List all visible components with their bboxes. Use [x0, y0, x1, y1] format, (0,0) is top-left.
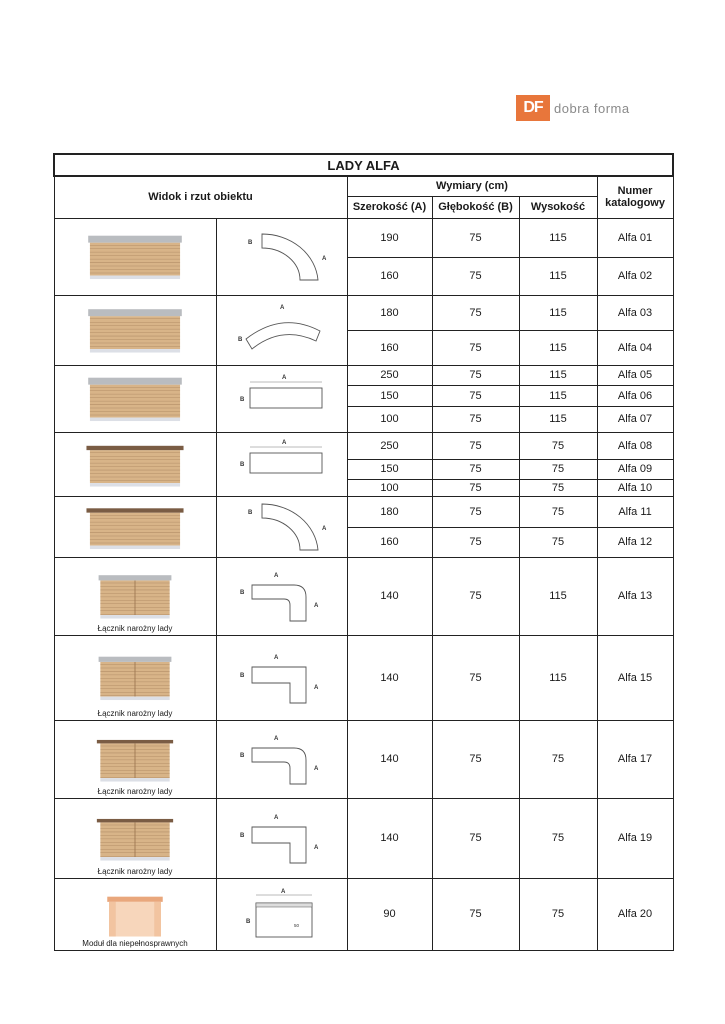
depth-cell: 75: [432, 406, 519, 432]
depth-cell: 75: [432, 385, 519, 406]
width-cell: 190: [347, 218, 432, 257]
product-caption: Łącznik narożny lady: [97, 708, 173, 718]
width-cell: 250: [347, 365, 432, 385]
width-cell: 150: [347, 459, 432, 479]
width-cell: 100: [347, 479, 432, 496]
width-cell: 160: [347, 527, 432, 557]
accessible-module-photo: [83, 886, 187, 942]
svg-text:A: A: [280, 889, 285, 895]
corner-square-desk-photo: [83, 806, 187, 870]
height-cell: 115: [519, 218, 597, 257]
height-cell: 75: [519, 720, 597, 798]
width-cell: 250: [347, 432, 432, 459]
width-cell: 160: [347, 330, 432, 365]
svg-text:A: A: [273, 654, 278, 661]
depth-cell: 75: [432, 635, 519, 720]
svg-text:B: B: [245, 919, 250, 925]
svg-text:A: A: [279, 305, 284, 311]
corner-square-plan-icon: [234, 649, 330, 707]
svg-text:A: A: [313, 766, 318, 772]
product-photo-cell: [54, 295, 216, 365]
height-cell: 115: [519, 557, 597, 635]
header-width: Szerokość (A): [347, 196, 432, 218]
product-plan-cell: [216, 878, 347, 950]
product-caption: Łącznik narożny lady: [97, 786, 173, 796]
table-row: [54, 365, 673, 385]
svg-text:A: A: [273, 736, 278, 742]
catalog-number-cell: Alfa 08: [597, 432, 673, 459]
width-cell: 100: [347, 406, 432, 432]
product-caption: Łącznik narożny lady: [97, 866, 173, 876]
width-cell: 180: [347, 295, 432, 330]
svg-text:B: B: [247, 509, 252, 516]
straight-desk-photo: [83, 435, 187, 493]
catalog-number-cell: Alfa 04: [597, 330, 673, 365]
catalog-number-cell: Alfa 02: [597, 257, 673, 295]
product-caption: Moduł dla niepełnosprawnych: [82, 938, 188, 948]
corner-square-raised-photo: [83, 643, 187, 712]
width-cell: 140: [347, 635, 432, 720]
width-cell: 140: [347, 798, 432, 878]
accessible-module-plan-icon: [234, 885, 330, 943]
depth-cell: 75: [432, 330, 519, 365]
height-cell: 75: [519, 496, 597, 527]
svg-text:50: 50: [293, 923, 299, 928]
svg-text:B: B: [239, 462, 244, 468]
svg-text:A: A: [321, 525, 326, 532]
svg-text:A: A: [281, 374, 286, 381]
svg-text:A: A: [313, 603, 318, 609]
catalog-number-cell: Alfa 06: [597, 385, 673, 406]
product-photo-cell: [54, 720, 216, 798]
depth-cell: 75: [432, 257, 519, 295]
height-cell: 75: [519, 432, 597, 459]
height-cell: 75: [519, 878, 597, 950]
product-photo-cell: [54, 635, 216, 720]
corner-square-plan-icon: [234, 809, 330, 867]
catalog-number-cell: Alfa 12: [597, 527, 673, 557]
product-plan-cell: [216, 432, 347, 496]
straight-counter-raised-photo: [83, 368, 187, 429]
company-logo: [516, 95, 656, 121]
catalog-number-cell: Alfa 20: [597, 878, 673, 950]
width-cell: 180: [347, 496, 432, 527]
header-depth: Głębokość (B): [432, 196, 519, 218]
table-row: [54, 720, 673, 798]
catalog-number-cell: Alfa 11: [597, 496, 673, 527]
product-plan-cell: [216, 218, 347, 295]
catalog-number-cell: Alfa 19: [597, 798, 673, 878]
svg-text:B: B: [239, 753, 244, 759]
product-photo-cell: [54, 365, 216, 432]
table-row: [54, 218, 673, 257]
depth-cell: 75: [432, 496, 519, 527]
width-cell: 160: [347, 257, 432, 295]
product-photo-cell: [54, 557, 216, 635]
table-row: [54, 557, 673, 635]
corner-rounded-plan-icon: [234, 567, 330, 625]
depth-cell: 75: [432, 295, 519, 330]
svg-text:A: A: [281, 440, 286, 446]
svg-text:A: A: [273, 815, 278, 821]
product-plan-cell: [216, 720, 347, 798]
product-plan-cell: [216, 635, 347, 720]
depth-cell: 75: [432, 218, 519, 257]
product-table: [53, 153, 674, 951]
depth-cell: 75: [432, 557, 519, 635]
svg-text:A: A: [321, 255, 326, 262]
product-plan-cell: [216, 798, 347, 878]
product-plan-cell: [216, 365, 347, 432]
table-row: [54, 496, 673, 527]
header-catalog-line1: Numer: [617, 185, 653, 198]
svg-text:B: B: [239, 672, 244, 679]
product-photo-cell: [54, 496, 216, 557]
catalog-number-cell: Alfa 17: [597, 720, 673, 798]
header-view: Widok i rzut obiektu: [54, 176, 347, 218]
product-photo-cell: [54, 432, 216, 496]
svg-text:B: B: [237, 337, 242, 343]
height-cell: 115: [519, 406, 597, 432]
catalog-number-cell: Alfa 03: [597, 295, 673, 330]
height-cell: 115: [519, 385, 597, 406]
svg-text:B: B: [239, 590, 244, 596]
width-cell: 140: [347, 720, 432, 798]
catalog-number-cell: Alfa 10: [597, 479, 673, 496]
table-row: [54, 432, 673, 459]
product-photo-cell: [54, 798, 216, 878]
table-title: LADY ALFA: [54, 154, 673, 176]
depth-cell: 75: [432, 798, 519, 878]
product-caption: Łącznik narożny lady: [97, 623, 173, 633]
width-cell: 90: [347, 878, 432, 950]
corner-curved-raised-photo: [83, 565, 187, 627]
height-cell: 75: [519, 527, 597, 557]
height-cell: 115: [519, 635, 597, 720]
arched-counter-raised-photo: [83, 298, 187, 362]
table-row: [54, 878, 673, 950]
depth-cell: 75: [432, 527, 519, 557]
curved-counter-raised-photo: [83, 221, 187, 292]
svg-text:B: B: [239, 396, 244, 403]
depth-cell: 75: [432, 432, 519, 459]
catalog-number-cell: Alfa 09: [597, 459, 673, 479]
catalog-number-cell: Alfa 01: [597, 218, 673, 257]
product-photo-cell: [54, 878, 216, 950]
product-plan-cell: [216, 295, 347, 365]
table-row: [54, 798, 673, 878]
table-row: [54, 635, 673, 720]
catalog-number-cell: Alfa 05: [597, 365, 673, 385]
product-photo-cell: [54, 218, 216, 295]
depth-cell: 75: [432, 365, 519, 385]
svg-text:A: A: [313, 684, 318, 691]
catalog-number-cell: Alfa 07: [597, 406, 673, 432]
depth-cell: 75: [432, 720, 519, 798]
rectangle-plan-icon: [234, 435, 330, 493]
logo-text: dobra forma: [554, 100, 630, 116]
svg-text:A: A: [273, 573, 278, 579]
depth-cell: 75: [432, 479, 519, 496]
height-cell: 75: [519, 479, 597, 496]
header-dimensions: Wymiary (cm): [347, 176, 597, 196]
height-cell: 115: [519, 365, 597, 385]
svg-text:B: B: [247, 239, 252, 246]
width-cell: 150: [347, 385, 432, 406]
quarter-arc-plan-icon: [234, 228, 330, 286]
width-cell: 140: [347, 557, 432, 635]
arched-plan-icon: [234, 301, 330, 359]
svg-text:B: B: [239, 833, 244, 839]
height-cell: 115: [519, 295, 597, 330]
corner-curved-desk-photo: [83, 728, 187, 790]
height-cell: 75: [519, 459, 597, 479]
catalog-number-cell: Alfa 15: [597, 635, 673, 720]
table-row: [54, 295, 673, 330]
header-catalog: [597, 176, 673, 218]
product-plan-cell: [216, 557, 347, 635]
catalog-number-cell: Alfa 13: [597, 557, 673, 635]
curved-desk-photo: [83, 499, 187, 554]
depth-cell: 75: [432, 459, 519, 479]
height-cell: 115: [519, 330, 597, 365]
depth-cell: 75: [432, 878, 519, 950]
quarter-arc-plan-icon: [234, 498, 330, 556]
svg-text:A: A: [313, 845, 318, 851]
header-height: Wysokość: [519, 196, 597, 218]
rectangle-plan-icon: [234, 370, 330, 428]
corner-rounded-plan-icon: [234, 730, 330, 788]
height-cell: 75: [519, 798, 597, 878]
header-catalog-line2: katalogowy: [605, 197, 665, 210]
height-cell: 115: [519, 257, 597, 295]
product-plan-cell: [216, 496, 347, 557]
logo-mark: DF: [516, 95, 550, 121]
